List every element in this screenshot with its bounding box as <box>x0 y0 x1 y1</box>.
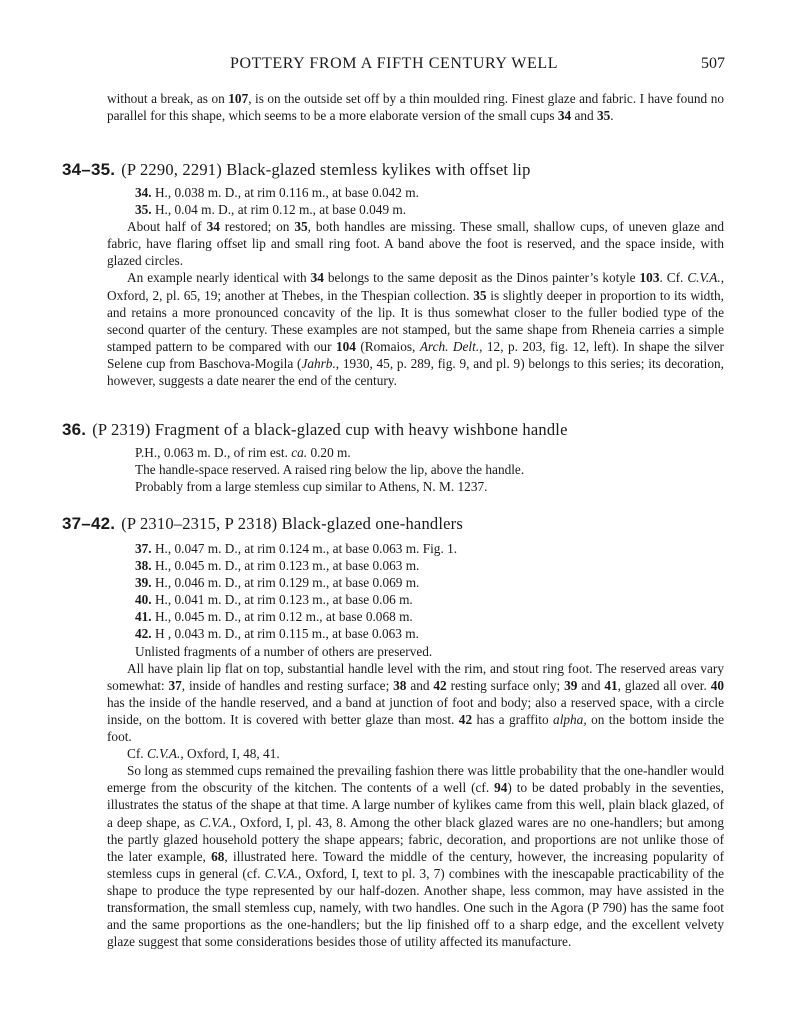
discussion-paragraph: An example nearly identical with 34 belongs to the same deposit as the Dinos painter’s kotyle 103. Cf. C.V.A., Oxford, 2, pl. 65, 19; another at Thebes, in the Thespian collection. 35 is slightly deeper in proportion to its width, and retains a more pronounced concavity of the lip. It is thus somewhat closer to the fuller bodied type of the second quarter of the century. These examples are not stamped, but the same shape from Rheneia carries a simple stamped pattern to be compared with our 104 (Romaios, Arch. Delt., 12, p. 203, fig. 12, left). In shape the silver Selene cup from Baschova-Mogila (Jahrb., 1930, 45, p. 289, fig. 9, and pl. 9) belongs to this series; its decoration, however, suggests a date nearer the end of the century. <box>107 270 725 389</box>
entry-body-36 <box>107 444 724 495</box>
entry-heading-36 <box>62 420 742 440</box>
entry-body-34-35 <box>107 184 724 389</box>
description-line: The handle-space reserved. A raised ring below the lip, above the handle. <box>135 462 525 478</box>
measurement-line: 34. H., 0.038 m. D., at rim 0.116 m., at base 0.042 m. <box>135 185 419 200</box>
running-title: POTTERY FROM A FIFTH CENTURY WELL <box>230 55 559 72</box>
measurement-line: 40. H., 0.041 m. D., at rim 0.123 m., at base 0.06 m. <box>135 592 413 608</box>
entry-title: (P 2290, 2291) Black-glazed stemless kylikes with offset lip <box>121 160 531 179</box>
entry-heading-37-42 <box>62 514 742 534</box>
discussion-paragraph: So long as stemmed cups remained the prevailing fashion there was little probability that the one-handler would emerge from the obscurity of the kitchen. The contents of a well (cf. 94) to be dated probably in the seventies, illustrates the status of the shape at that time. A large number of kylikes came from this well, plain black glazed, of a deep shape, as C.V.A., Oxford, I, pl. 43, 8. Among the other black glazed wares are no one-handlers; but among the partly glazed household pottery the shape appears; fabric, decoration, and proportions are not unlike those of the later example, 68, illustrated here. Toward the middle of the century, however, the increasing popularity of stemless cups in general (cf. C.V.A., Oxford, I, text to pl. 3, 7) combines with the inescapable practicability of the shape to produce the type represented by our half-dozen. Another shape, less common, may have assisted in the transformation, the small stemless cup, namely, with two handles. One such in the Agora (P 790) has the same foot and the same proportions as the one-handlers; but the lip finished off to a sharp edge, and the excellent velvety glaze suggest that some considerations besides those of utility affected its manufacture. <box>107 763 724 950</box>
unlisted-note: Unlisted fragments of a number of others are preserved. <box>135 643 433 659</box>
entry-body-37-42 <box>107 540 724 950</box>
entry-number: 37–42. <box>62 514 116 533</box>
intro-paragraph: without a break, as on 107, is on the outside set off by a thin moulded ring. Finest glaze and fabric. I have found no parallel for this shape, which seems to be a more elaborate version of the small cups 34 and 35. <box>107 91 724 124</box>
measurement-line: 41. H., 0.045 m. D., at rim 0.12 m., at base 0.068 m. <box>135 609 413 625</box>
page-number: 507 <box>701 55 725 72</box>
description-paragraph: About half of 34 restored; on 35, both handles are missing. These small, shallow cups, of uneven glaze and fabric, have flaring offset lip and small ring foot. A band above the foot is reserved, and the space inside, with glazed circles. <box>107 219 725 269</box>
entry-number: 34–35. <box>62 160 116 179</box>
measurement-line: P.H., 0.063 m. D., of rim est. ca. 0.20 m. <box>135 445 351 460</box>
measurement-line: 39. H., 0.046 m. D., at rim 0.129 m., at base 0.069 m. <box>135 575 420 591</box>
measurement-line: 37. H., 0.047 m. D., at rim 0.124 m., at base 0.063 m. Fig. 1. <box>135 541 458 556</box>
entry-number: 36. <box>62 420 87 439</box>
description-line: Probably from a large stemless cup similar to Athens, N. M. 1237. <box>135 479 488 495</box>
measurement-line: 38. H., 0.045 m. D., at rim 0.123 m., at base 0.063 m. <box>135 558 420 574</box>
entry-heading-34-35 <box>62 160 742 180</box>
cf-reference: Cf. C.V.A., Oxford, I, 48, 41. <box>127 746 280 762</box>
entry-title: (P 2319) Fragment of a black-glazed cup with heavy wishbone handle <box>92 420 568 439</box>
measurement-line: 42. H , 0.043 m. D., at rim 0.115 m., at base 0.063 m. <box>135 626 419 642</box>
description-paragraph: All have plain lip flat on top, substantial handle level with the rim, and stout ring foot. The reserved areas vary somewhat: 37, inside of handles and resting surface; 38 and 42 resting surface only; 39 and 41, glazed all over. 40 has the inside of the handle reserved, and a band at junction of foot and body; also a reserved space, with a circle inside, on the bottom. It is covered with better glaze than most. 42 has a graffito alpha, on the bottom inside the foot. <box>107 660 725 745</box>
entry-title: (P 2310–2315, P 2318) Black-glazed one-handlers <box>121 514 463 533</box>
measurement-line: 35. H., 0.04 m. D., at rim 0.12 m., at base 0.049 m. <box>135 202 407 218</box>
